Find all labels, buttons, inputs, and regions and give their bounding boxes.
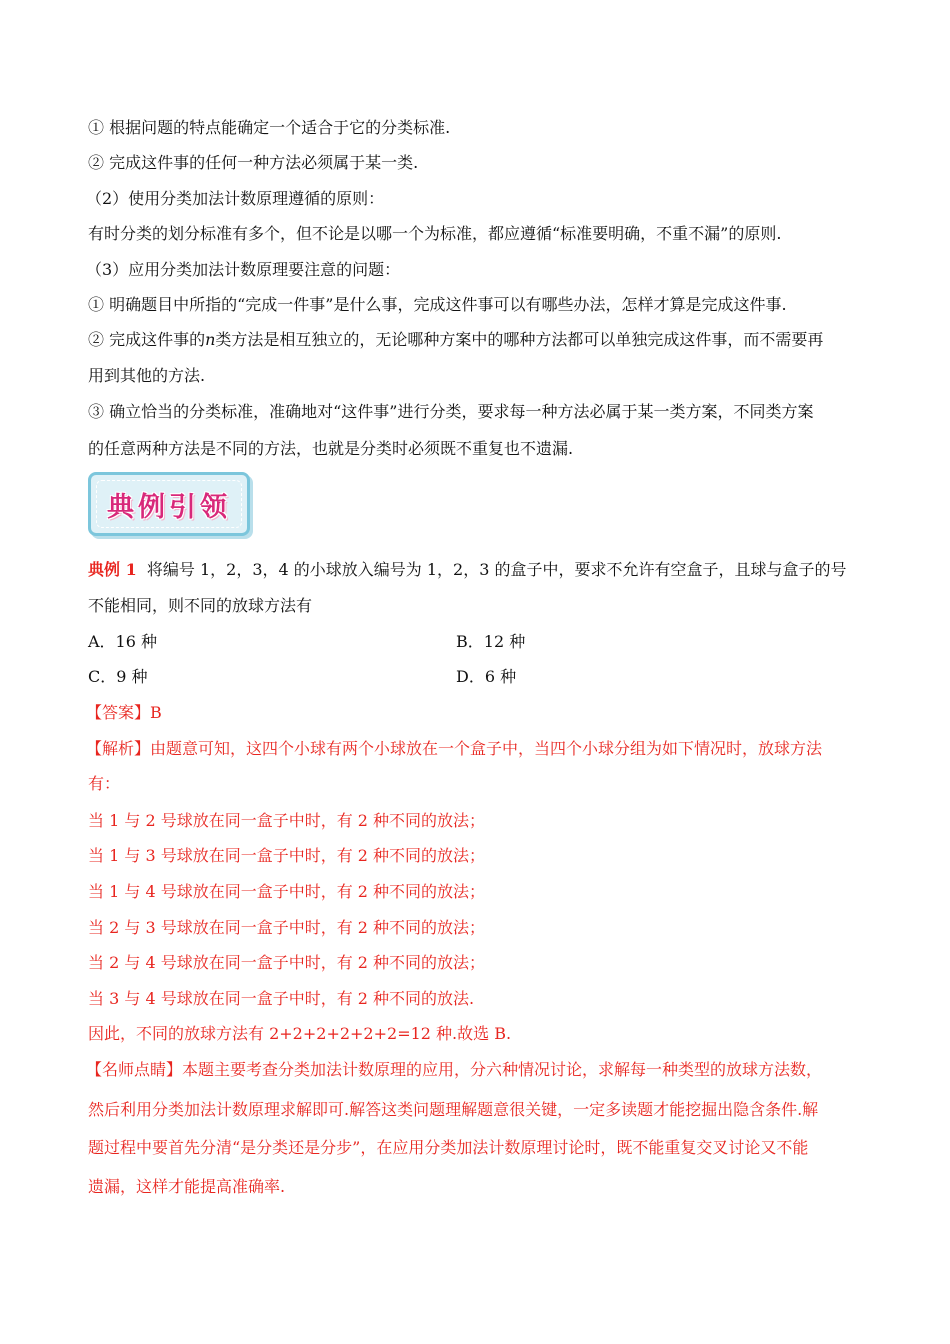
section-banner [88,472,250,536]
tips-line-4: 遗漏，这样才能提高准确率. [88,1177,286,1196]
example-tag: 典例 1 [88,560,137,579]
intro-line-10: 的任意两种方法是不同的方法，也就是分类时必须既不重复也不遗漏. [88,439,574,458]
analysis-case-4: 当 2 与 3 号球放在同一盒子中时，有 2 种不同的放法； [88,918,486,937]
option-c: C．9 种 [88,667,148,686]
intro-line-7-a: ② 完成这件事的 [88,330,206,349]
answer-line: 【答案】B [86,703,162,722]
example-question-line-2: 不能相同，则不同的放球方法有 [88,596,313,615]
tips-line-1: 【名师点睛】本题主要考查分类加法计数原理的应用，分六种情况讨论，求解每一种类型的放球方法数， [86,1060,823,1079]
option-b: B．12 种 [456,632,526,651]
analysis-case-6: 当 3 与 4 号球放在同一盒子中时，有 2 种不同的放法. [88,989,475,1008]
intro-line-7-b: 类方法是相互独立的，无论哪种方案中的哪种方法都可以单独完成这件事，而不需要再 [215,330,824,349]
intro-line-6: ① 明确题目中所指的“完成一件事”是什么事，完成这件事可以有哪些办法，怎样才算是完成这件事. [88,295,787,314]
intro-line-3: （2）使用分类加法计数原理遵循的原则： [86,189,385,208]
tips-line-2: 然后利用分类加法计数原理求解即可.解答这类问题理解题意很关键，一定多读题才能挖掘出隐含条件.解 [88,1100,819,1119]
analysis-case-2: 当 1 与 3 号球放在同一盒子中时，有 2 种不同的放法； [88,846,486,865]
option-a: A．16 种 [88,632,158,651]
variable-n: n [205,330,216,349]
example-question-text-1: 将编号 1，2，3，4 的小球放入编号为 1，2，3 的盒子中，要求不允许有空盒子，且球与盒子的号 [146,560,847,579]
intro-line-5: （3）应用分类加法计数原理要注意的问题： [86,260,401,279]
intro-line-4: 有时分类的划分标准有多个，但不论是以哪一个为标准，都应遵循“标准要明确，不重不漏”的原则. [88,224,782,243]
banner-label: 典例引领 [107,491,231,523]
analysis-line-1: 【解析】由题意可知，这四个小球有两个小球放在一个盒子中，当四个小球分组为如下情况时，放球方法 [86,739,823,758]
intro-line-8: 用到其他的方法. [88,366,206,385]
intro-line-7 [88,328,868,352]
example-question-line-1 [88,558,868,582]
intro-line-9: ③ 确立恰当的分类标准，准确地对“这件事”进行分类，要求每一种方法必属于某一类方案，不同类方案 [88,402,814,421]
tips-line-3: 题过程中要首先分清“是分类还是分步”，在应用分类加法计数原理讨论时，既不能重复交叉讨论又不能 [88,1138,809,1157]
intro-line-1: ① 根据问题的特点能确定一个适合于它的分类标准. [88,118,451,137]
analysis-line-2: 有： [88,774,121,793]
analysis-case-5: 当 2 与 4 号球放在同一盒子中时，有 2 种不同的放法； [88,953,486,972]
intro-line-2: ② 完成这件事的任何一种方法必须属于某一类. [88,153,419,172]
option-d: D．6 种 [456,667,517,686]
analysis-case-3: 当 1 与 4 号球放在同一盒子中时，有 2 种不同的放法； [88,882,486,901]
analysis-conclusion: 因此，不同的放球方法有 2+2+2+2+2+2=12 种.故选 B. [88,1024,512,1043]
analysis-case-1: 当 1 与 2 号球放在同一盒子中时，有 2 种不同的放法； [88,811,486,830]
